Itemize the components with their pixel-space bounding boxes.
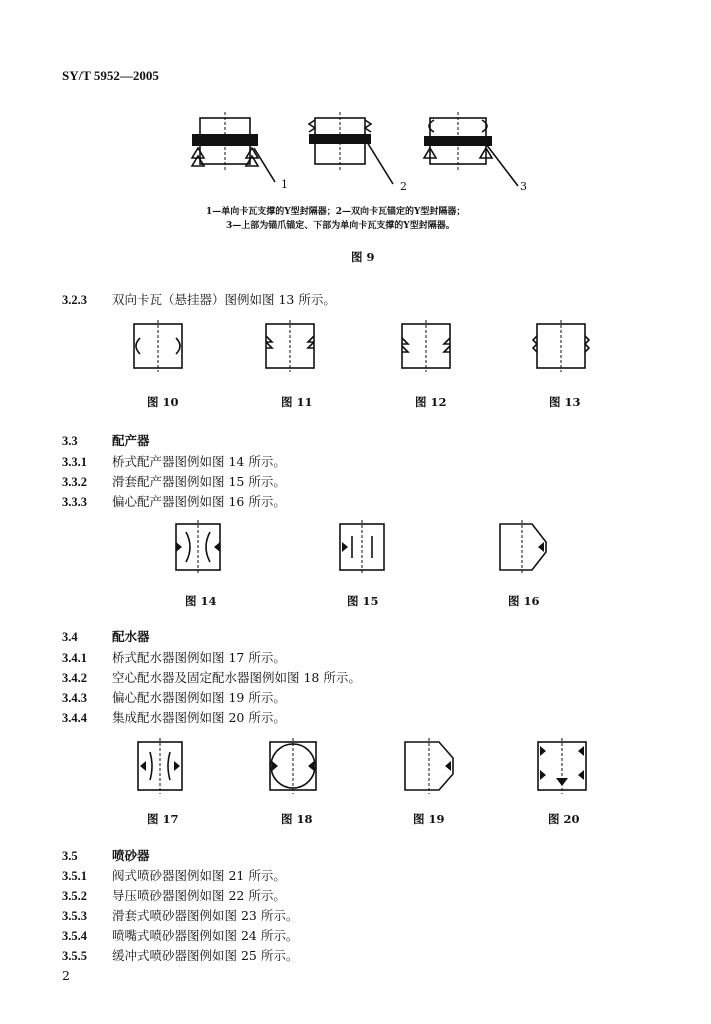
figure-19-caption: 图 19 [413,812,445,826]
section-3-2-3 [62,290,336,308]
figure-18-caption: 图 18 [281,812,313,826]
figure-9-legend-line-2: 3—上部为锚爪锚定、下部为单向卡瓦支撑的Y型封隔器。 [226,221,455,231]
section-text: 阀式喷砂器图例如图 21 所示。 [112,868,286,883]
figure-9-caption: 图 9 [351,250,375,264]
figure-9-packer-2 [305,112,405,192]
section-text: 缓冲式喷砂器图例如图 25 所示。 [112,948,299,963]
section-text: 偏心配产器图例如图 16 所示。 [112,494,286,509]
figure-17-symbol [134,738,194,794]
figure-11-caption: 图 11 [281,395,313,409]
figure-16-symbol [496,520,556,574]
section-number: 3.4.1 [62,651,87,665]
figure-10-symbol [130,322,190,372]
section-text: 空心配水器及固定配水器图例如图 18 所示。 [112,670,361,685]
section-3-3-heading [62,431,150,449]
doc-code-header: SY/T 5952—2005 [62,68,159,83]
figure-13-symbol [533,322,593,372]
section-text: 集成配水器图例如图 20 所示。 [112,710,286,725]
page-number: 2 [62,968,70,983]
section-number: 3.5.5 [62,949,87,963]
figure-12-caption: 图 12 [415,395,447,409]
section-3-5-3 [62,906,298,924]
section-3-4-2 [62,668,361,686]
section-number: 3.3.3 [62,495,87,509]
section-number: 3.4 [62,630,78,644]
section-3-4-4 [62,708,286,726]
section-3-5-heading [62,846,150,864]
figure-15-symbol [336,520,396,574]
section-3-5-2 [62,886,286,904]
section-3-3-3 [62,492,286,510]
figure-20-symbol [534,738,594,794]
figure-16-caption: 图 16 [508,594,540,608]
section-text: 导压喷砂器图例如图 22 所示。 [112,888,286,903]
figure-15-caption: 图 15 [347,594,379,608]
section-text: 滑套式喷砂器图例如图 23 所示。 [112,908,299,923]
section-number: 3.5.4 [62,929,87,943]
figure-11-symbol [262,322,322,372]
figure-18-symbol [266,738,326,794]
section-text: 双向卡瓦（悬挂器）图例如图 13 所示。 [112,292,336,307]
section-3-3-1 [62,452,286,470]
figure-12-symbol [398,322,458,372]
section-3-4-heading [62,627,150,645]
section-number: 3.5 [62,849,78,863]
section-text: 桥式配产器图例如图 14 所示。 [112,454,286,469]
section-3-3-2 [62,472,286,490]
figure-19-symbol [401,738,461,794]
figure-9-callout-2: 2 [400,180,407,193]
section-3-5-1 [62,866,286,884]
section-number: 3.3.2 [62,475,87,489]
section-text: 偏心配水器图例如图 19 所示。 [112,690,286,705]
figure-9-packer-1 [190,112,290,192]
section-number: 3.5.1 [62,869,87,883]
section-3-4-3 [62,688,286,706]
section-number: 3.4.4 [62,711,87,725]
section-number: 3.4.2 [62,671,87,685]
figure-9-callout-3: 3 [520,180,527,193]
figure-20-caption: 图 20 [548,812,580,826]
section-text: 喷嘴式喷砂器图例如图 24 所示。 [112,928,299,943]
section-number: 3.5.2 [62,889,87,903]
figure-13-caption: 图 13 [549,395,581,409]
figure-14-symbol [172,520,232,574]
section-3-5-5 [62,946,298,964]
figure-14-caption: 图 14 [185,594,217,608]
section-number: 3.3 [62,434,78,448]
figure-9-callout-1: 1 [281,178,288,191]
figure-17-caption: 图 17 [147,812,179,826]
section-number: 3.5.3 [62,909,87,923]
section-title: 喷砂器 [112,848,150,863]
section-text: 滑套配产器图例如图 15 所示。 [112,474,286,489]
section-title: 配水器 [112,629,150,644]
section-3-4-1 [62,648,286,666]
figure-9-legend-line-1: 1—单向卡瓦支撑的Y型封隔器；2—双向卡瓦锚定的Y型封隔器； [206,207,466,217]
figure-10-caption: 图 10 [147,395,179,409]
section-number: 3.3.1 [62,455,87,469]
section-3-5-4 [62,926,298,944]
figure-9-packer-3 [420,112,530,192]
section-number: 3.4.3 [62,691,87,705]
section-number: 3.2.3 [62,293,87,307]
section-title: 配产器 [112,433,150,448]
section-text: 桥式配水器图例如图 17 所示。 [112,650,286,665]
